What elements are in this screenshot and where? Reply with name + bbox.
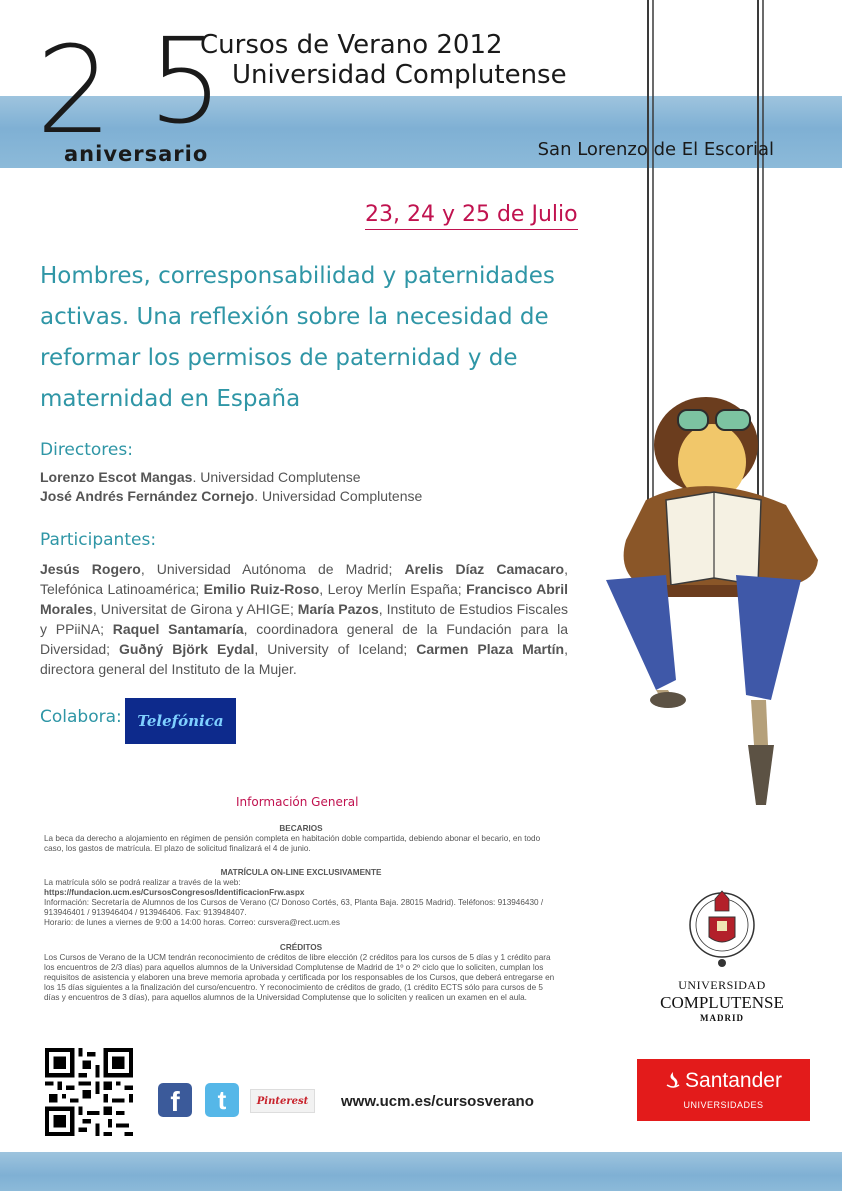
participant-name: Carmen Plaza Martín (416, 641, 565, 657)
event-title (200, 30, 567, 90)
footer-banner-band (0, 1152, 842, 1191)
participant-affiliation: , Universitat de Girona y AHIGE; (92, 601, 298, 617)
general-info-title: Información General (236, 795, 359, 809)
participant-name: Jesús Rogero (40, 561, 141, 577)
qr-code[interactable] (45, 1048, 133, 1136)
directors-heading: Directores: (40, 440, 133, 460)
matricula-info: Información: Secretaría de Alumnos de los Cursos de Verano (C/ Donoso Cortés, 63, Planta Baja. 28015 Madrid). Teléfonos: 913946430 / 913946401 / 913946404 / 913946406. Fax: 913948407. (44, 898, 544, 917)
participant-name: Emilio Ruiz-Roso (203, 581, 320, 597)
event-title-line1: Cursos de Verano 2012 (200, 30, 503, 60)
anniversary-label: aniversario (64, 142, 209, 166)
santander-logo[interactable] (637, 1059, 810, 1121)
ucm-crest-icon (687, 885, 757, 971)
participant-affiliation: , Instituto de Estudios Fiscales y PPiiNA; (40, 601, 568, 637)
pinterest-icon[interactable]: Pinterest (250, 1089, 315, 1113)
creditos-text: Los Cursos de Verano de la UCM tendrán reconocimiento de créditos de libre elección (2 créditos para los cursos de 5 días y 1 crédito para los encuentros de 2/3 días) para aquellos alumnos de la Universidad Complutense de Madrid de 1º o 2º ciclo que lo soliciten, cumplan los requisitos de asistencia y elaboren una breve memoria aprobada y certificada por los responsables de los Cursos, que deberá entregarse en los 15 días siguientes a la finalización del curso/encuentro. Y reconocimiento de créditos de grado, (1 crédito ECTS sólo para cursos de 5 días y encuentros de 3 días), para aquellos alumnos de la Universidad Complutense que lo soliciten y realicen un examen en el aula. (44, 953, 555, 1002)
becarios-text: La beca da derecho a alojamiento en régimen de pensión completa en habitación doble compartida, debiendo abonar el becario, en todo caso, los gastos de matrícula. El plazo de solicitud finalizará el 4 de junio. (44, 834, 541, 853)
director-affiliation: . Universidad Complutense (254, 488, 423, 504)
director-item (40, 487, 422, 506)
ucm-logo[interactable] (648, 885, 796, 1023)
telefonica-logo-text: Telefónica (137, 712, 224, 730)
participants-heading: Participantes: (40, 530, 157, 550)
matricula-section (44, 868, 558, 928)
director-item (40, 468, 422, 487)
participant-affiliation: , coordinadora general de la Fundación para la Diversidad; (40, 621, 569, 657)
telefonica-logo[interactable] (125, 698, 236, 744)
santander-name-row (637, 1069, 810, 1093)
event-location: San Lorenzo de El Escorial (537, 139, 774, 160)
participant-name: Arelis Díaz Camacaro (404, 561, 565, 577)
ucm-line3: MADRID (700, 1013, 744, 1023)
creditos-heading: CRÉDITOS (279, 943, 323, 952)
becarios-section (44, 824, 558, 854)
matricula-hours: Horario: de lunes a viernes de 9:00 a 14:00 horas. Correo: cursvera@rect.ucm.es (44, 918, 340, 927)
matricula-heading: MATRÍCULA ON-LINE EXCLUSIVAMENTE (220, 868, 382, 877)
director-affiliation: . Universidad Complutense (192, 469, 361, 485)
participant-affiliation: , directora general del Instituto de la Mujer. (40, 641, 568, 677)
twitter-icon[interactable]: t (205, 1083, 239, 1117)
creditos-section (44, 943, 558, 1003)
course-dates: 23, 24 y 25 de Julio (365, 202, 578, 230)
anniversary-number-5: 5 (148, 12, 224, 150)
participant-name: María Pazos (297, 601, 379, 617)
ucm-line2: COMPLUTENSE (660, 993, 784, 1012)
participant-affiliation: , Universidad Autónoma de Madrid; (140, 561, 405, 577)
santander-sub: UNIVERSIDADES (683, 1100, 764, 1110)
sponsor-label: Colabora: (40, 707, 122, 727)
director-name: José Andrés Fernández Cornejo (40, 488, 255, 504)
anniversary-number-2: 2 (36, 22, 105, 161)
directors-list (40, 468, 422, 506)
santander-name: Santander (685, 1069, 782, 1092)
matricula-intro: La matrícula sólo se podrá realizar a través de la web: (44, 878, 241, 887)
participant-name: Francisco Abril Morales (40, 581, 568, 617)
course-title: Hombres, corresponsabilidad y paternidades activas. Una reflexión sobre la necesidad de reformar los permisos de paternidad y de maternidad en España (40, 263, 555, 412)
participant-affiliation: , Telefónica Latinoamérica; (40, 561, 568, 597)
participants-list (40, 559, 568, 679)
website-link[interactable]: www.ucm.es/cursosverano (341, 1093, 534, 1110)
participant-affiliation: , University of Iceland; (254, 641, 417, 657)
matricula-link[interactable]: https://fundacion.ucm.es/CursosCongresos/IdentificacionFrw.aspx (44, 888, 305, 897)
participant-name: Guðný Björk Eydal (118, 641, 255, 657)
director-name: Lorenzo Escot Mangas (40, 469, 193, 485)
event-title-line2: Universidad Complutense (232, 60, 567, 90)
facebook-icon[interactable]: f (158, 1083, 192, 1117)
participant-affiliation: , Leroy Merlín España; (319, 581, 467, 597)
becarios-heading: BECARIOS (279, 824, 323, 833)
participant-name: Raquel Santamaría (112, 621, 244, 637)
santander-flame-icon (665, 1071, 681, 1089)
ucm-line1: UNIVERSIDAD (678, 978, 766, 992)
